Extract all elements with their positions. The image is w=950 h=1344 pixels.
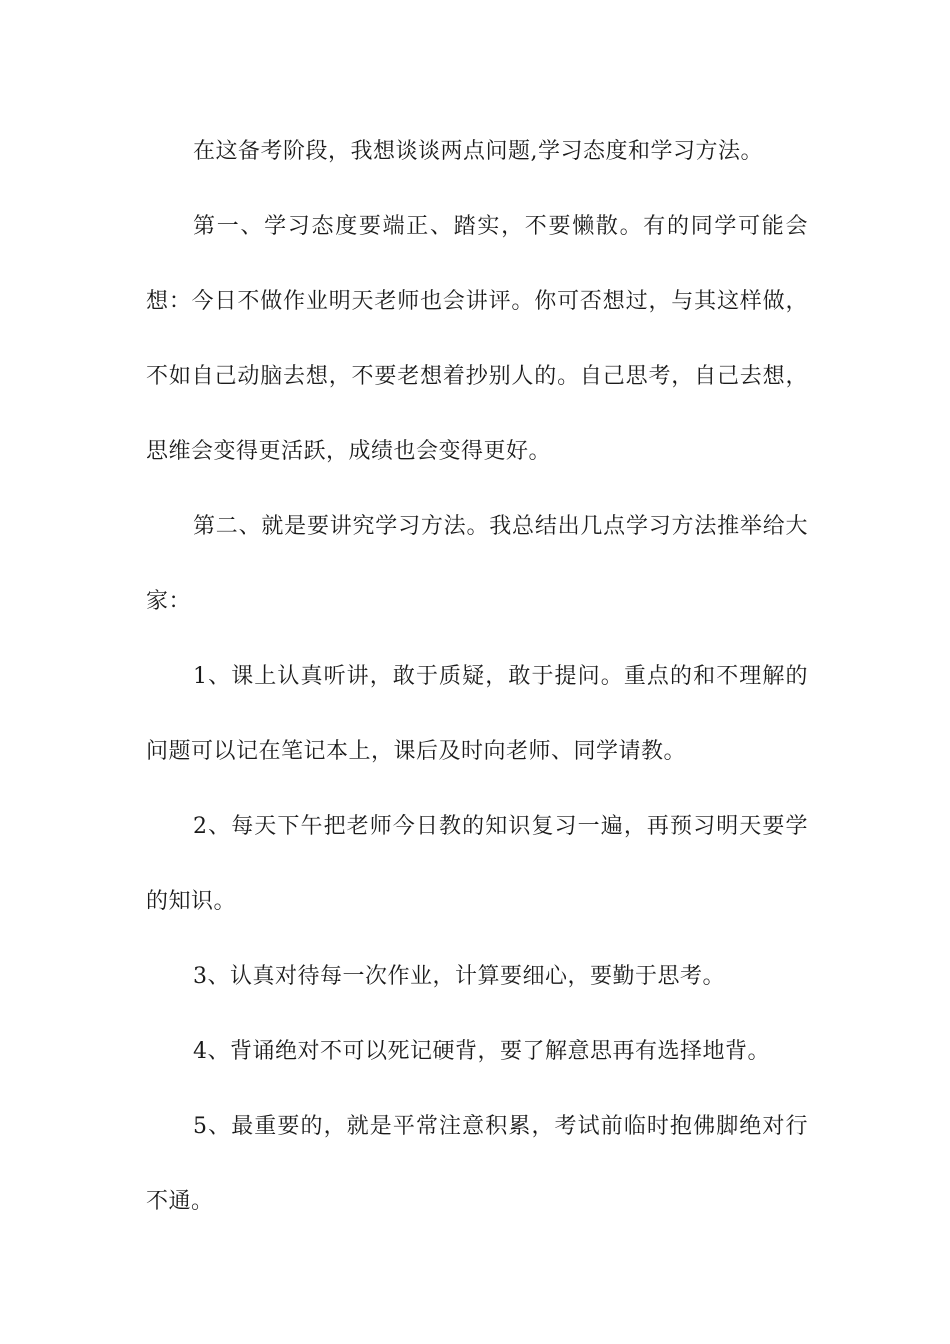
list-item-3: 3、认真对待每一次作业，计算要细心，要勤于思考。	[193, 964, 725, 989]
list-item-4: 4、背诵绝对不可以死记硬背，要了解意思再有选择地背。	[193, 1039, 770, 1064]
list-item-1: 1、课上认真听讲，敢于质疑，敢于提问。重点的和不理解的问题可以记在笔记本上，课后及时向老师、同学请教。	[146, 664, 808, 764]
list-item-5: 5、最重要的，就是平常注意积累，考试前临时抱佛脚绝对行不通。	[146, 1114, 808, 1214]
list-item-2: 2、每天下午把老师今日教的知识复习一遍，再预习明天要学的知识。	[146, 814, 808, 914]
paragraph-intro: 在这备考阶段，我想谈谈两点问题,学习态度和学习方法。	[193, 139, 763, 164]
paragraph-attitude: 第一、学习态度要端正、踏实，不要懒散。有的同学可能会想：今日不做作业明天老师也会讲评。你可否想过，与其这样做，不如自己动脑去想，不要老想着抄别人的。自己思考，自己去想，思维会变得更活跃，成绩也会变得更好。	[146, 214, 808, 464]
paragraph-method: 第二、就是要讲究学习方法。我总结出几点学习方法推举给大家：	[146, 514, 808, 614]
